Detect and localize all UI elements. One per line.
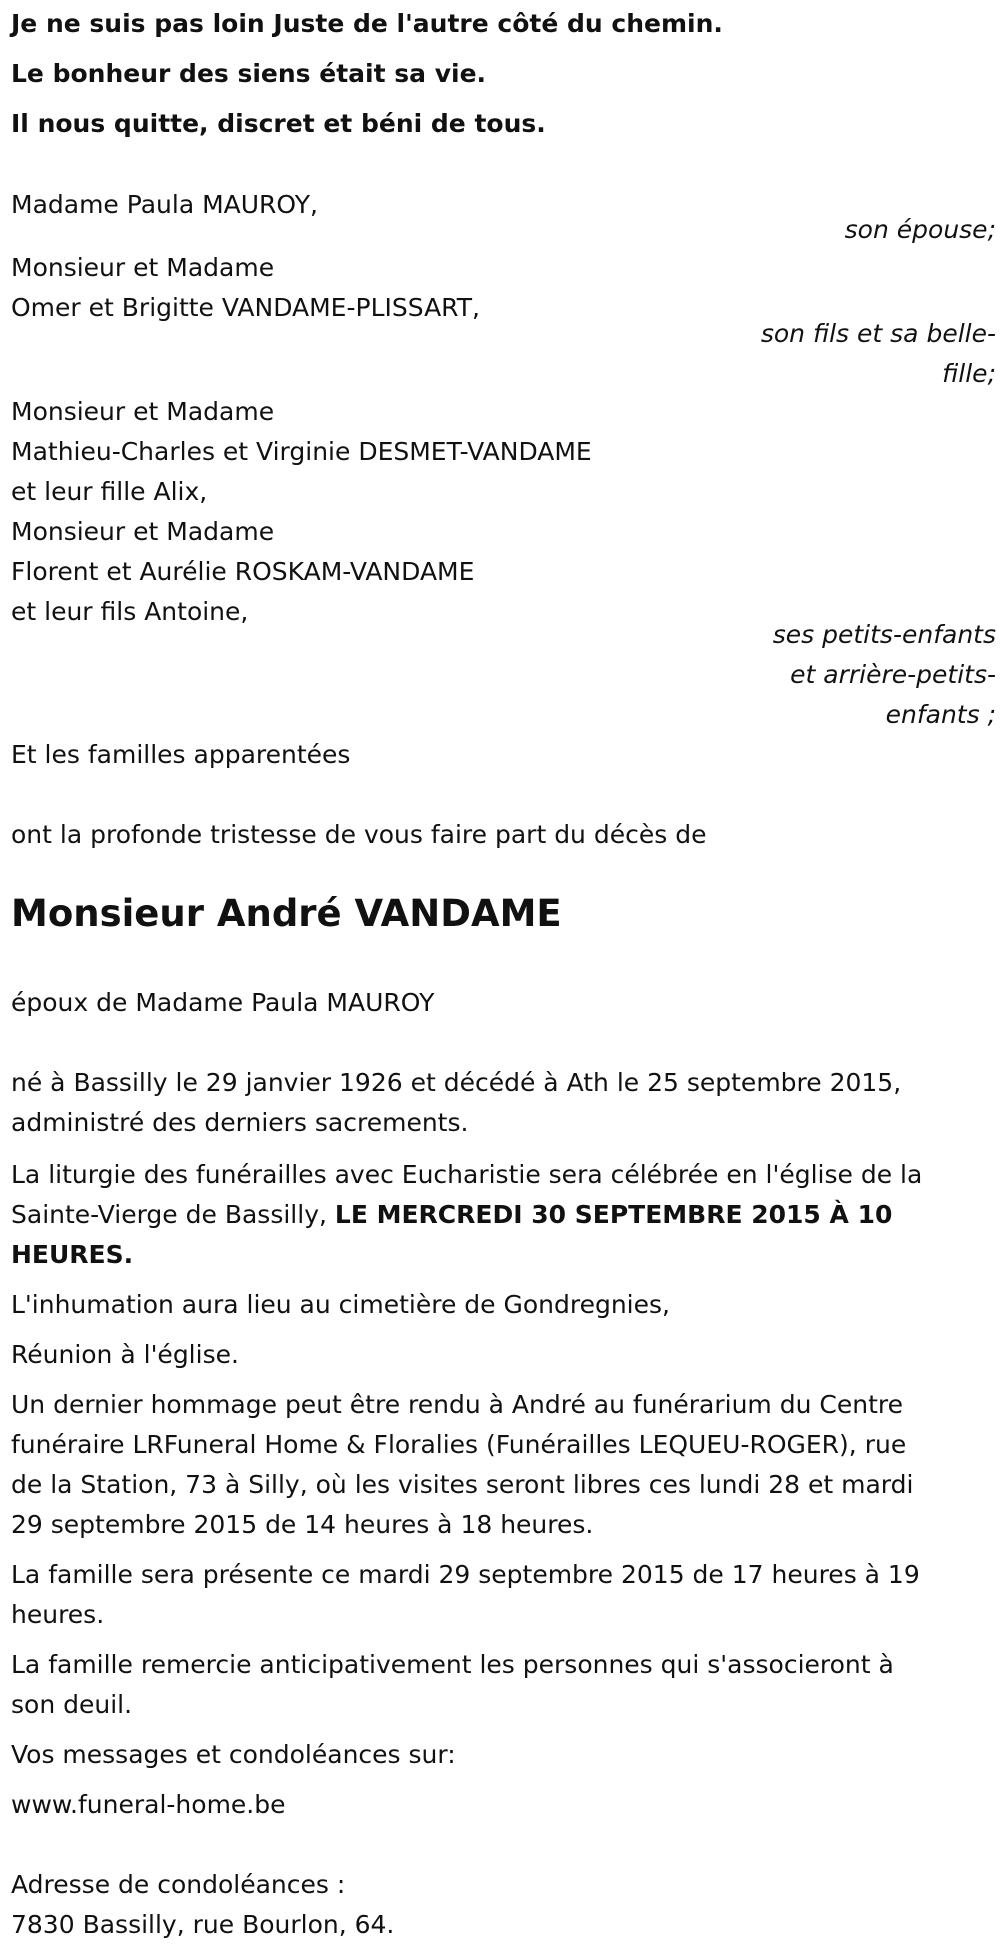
son-role-line-1: son fils et sa belle- — [760, 319, 996, 348]
grandchildren-role-line-2: et arrière-petits- — [790, 660, 996, 689]
tribute-line-1: Un dernier hommage peut être rendu à André au funérarium du Centre — [11, 1390, 903, 1419]
grandchild-1-names: Mathieu-Charles et Virginie DESMET-VANDAME — [11, 437, 592, 466]
burial-text: L'inhumation aura lieu au cimetière de Gondregnies, — [11, 1290, 670, 1319]
grandchildren-role-line-1: ses petits-enfants — [772, 620, 996, 649]
poem-line-1: Je ne suis pas loin Juste de l'autre côté du chemin. — [11, 9, 723, 38]
grandchild-2-names: Florent et Aurélie ROSKAM-VANDAME — [11, 557, 475, 586]
tribute-line-2: funéraire LRFuneral Home & Floralies (Funérailles LEQUEU-ROGER), rue — [11, 1430, 907, 1459]
messages-text: Vos messages et condoléances sur: — [11, 1740, 456, 1769]
grandchild-1-child: et leur fille Alix, — [11, 477, 208, 506]
liturgy-line-3: HEURES. — [11, 1240, 134, 1269]
son-names: Omer et Brigitte VANDAME-PLISSART, — [11, 293, 480, 322]
thanks-line-1: La famille remercie anticipativement les personnes qui s'associeront à — [11, 1650, 894, 1679]
liturgy-line-2 — [11, 1195, 892, 1235]
poem-line-2: Le bonheur des siens était sa vie. — [11, 59, 487, 88]
son-role-line-2: fille; — [942, 359, 996, 388]
birth-death-line-2: administré des derniers sacrements. — [11, 1108, 469, 1137]
presence-line-2: heures. — [11, 1600, 105, 1629]
announcement-text: ont la profonde tristesse de vous faire part du décès de — [11, 820, 707, 849]
liturgy-place: Sainte-Vierge de Bassilly, — [11, 1200, 335, 1229]
tribute-line-3: de la Station, 73 à Silly, où les visites seront libres ces lundi 28 et mardi — [11, 1470, 914, 1499]
spouse-of-text: époux de Madame Paula MAUROY — [11, 988, 435, 1017]
condolence-address: 7830 Bassilly, rue Bourlon, 64. — [11, 1910, 395, 1939]
grandchild-1-title: Monsieur et Madame — [11, 397, 275, 426]
meeting-text: Réunion à l'église. — [11, 1340, 239, 1369]
related-families: Et les familles apparentées — [11, 740, 351, 769]
grandchild-2-title: Monsieur et Madame — [11, 517, 275, 546]
spouse-name: Madame Paula MAUROY, — [11, 190, 318, 219]
birth-death-line-1: né à Bassilly le 29 janvier 1926 et décédé à Ath le 25 septembre 2015, — [11, 1068, 902, 1097]
poem-line-3: Il nous quitte, discret et béni de tous. — [11, 109, 546, 138]
grandchild-2-child: et leur fils Antoine, — [11, 597, 249, 626]
spouse-role: son épouse; — [844, 215, 996, 244]
address-label: Adresse de condoléances : — [11, 1870, 346, 1899]
grandchildren-role-line-3: enfants ; — [885, 700, 996, 729]
tribute-line-4: 29 septembre 2015 de 14 heures à 18 heures. — [11, 1510, 594, 1539]
presence-line-1: La famille sera présente ce mardi 29 septembre 2015 de 17 heures à 19 — [11, 1560, 920, 1589]
thanks-line-2: son deuil. — [11, 1690, 133, 1719]
liturgy-date: LE MERCREDI 30 SEPTEMBRE 2015 À 10 — [334, 1200, 893, 1229]
liturgy-line-1: La liturgie des funérailles avec Eucharistie sera célébrée en l'église de la — [11, 1160, 923, 1189]
son-title: Monsieur et Madame — [11, 253, 275, 282]
website-link[interactable]: www.funeral-home.be — [11, 1790, 286, 1819]
deceased-name: Monsieur André VANDAME — [11, 892, 562, 935]
